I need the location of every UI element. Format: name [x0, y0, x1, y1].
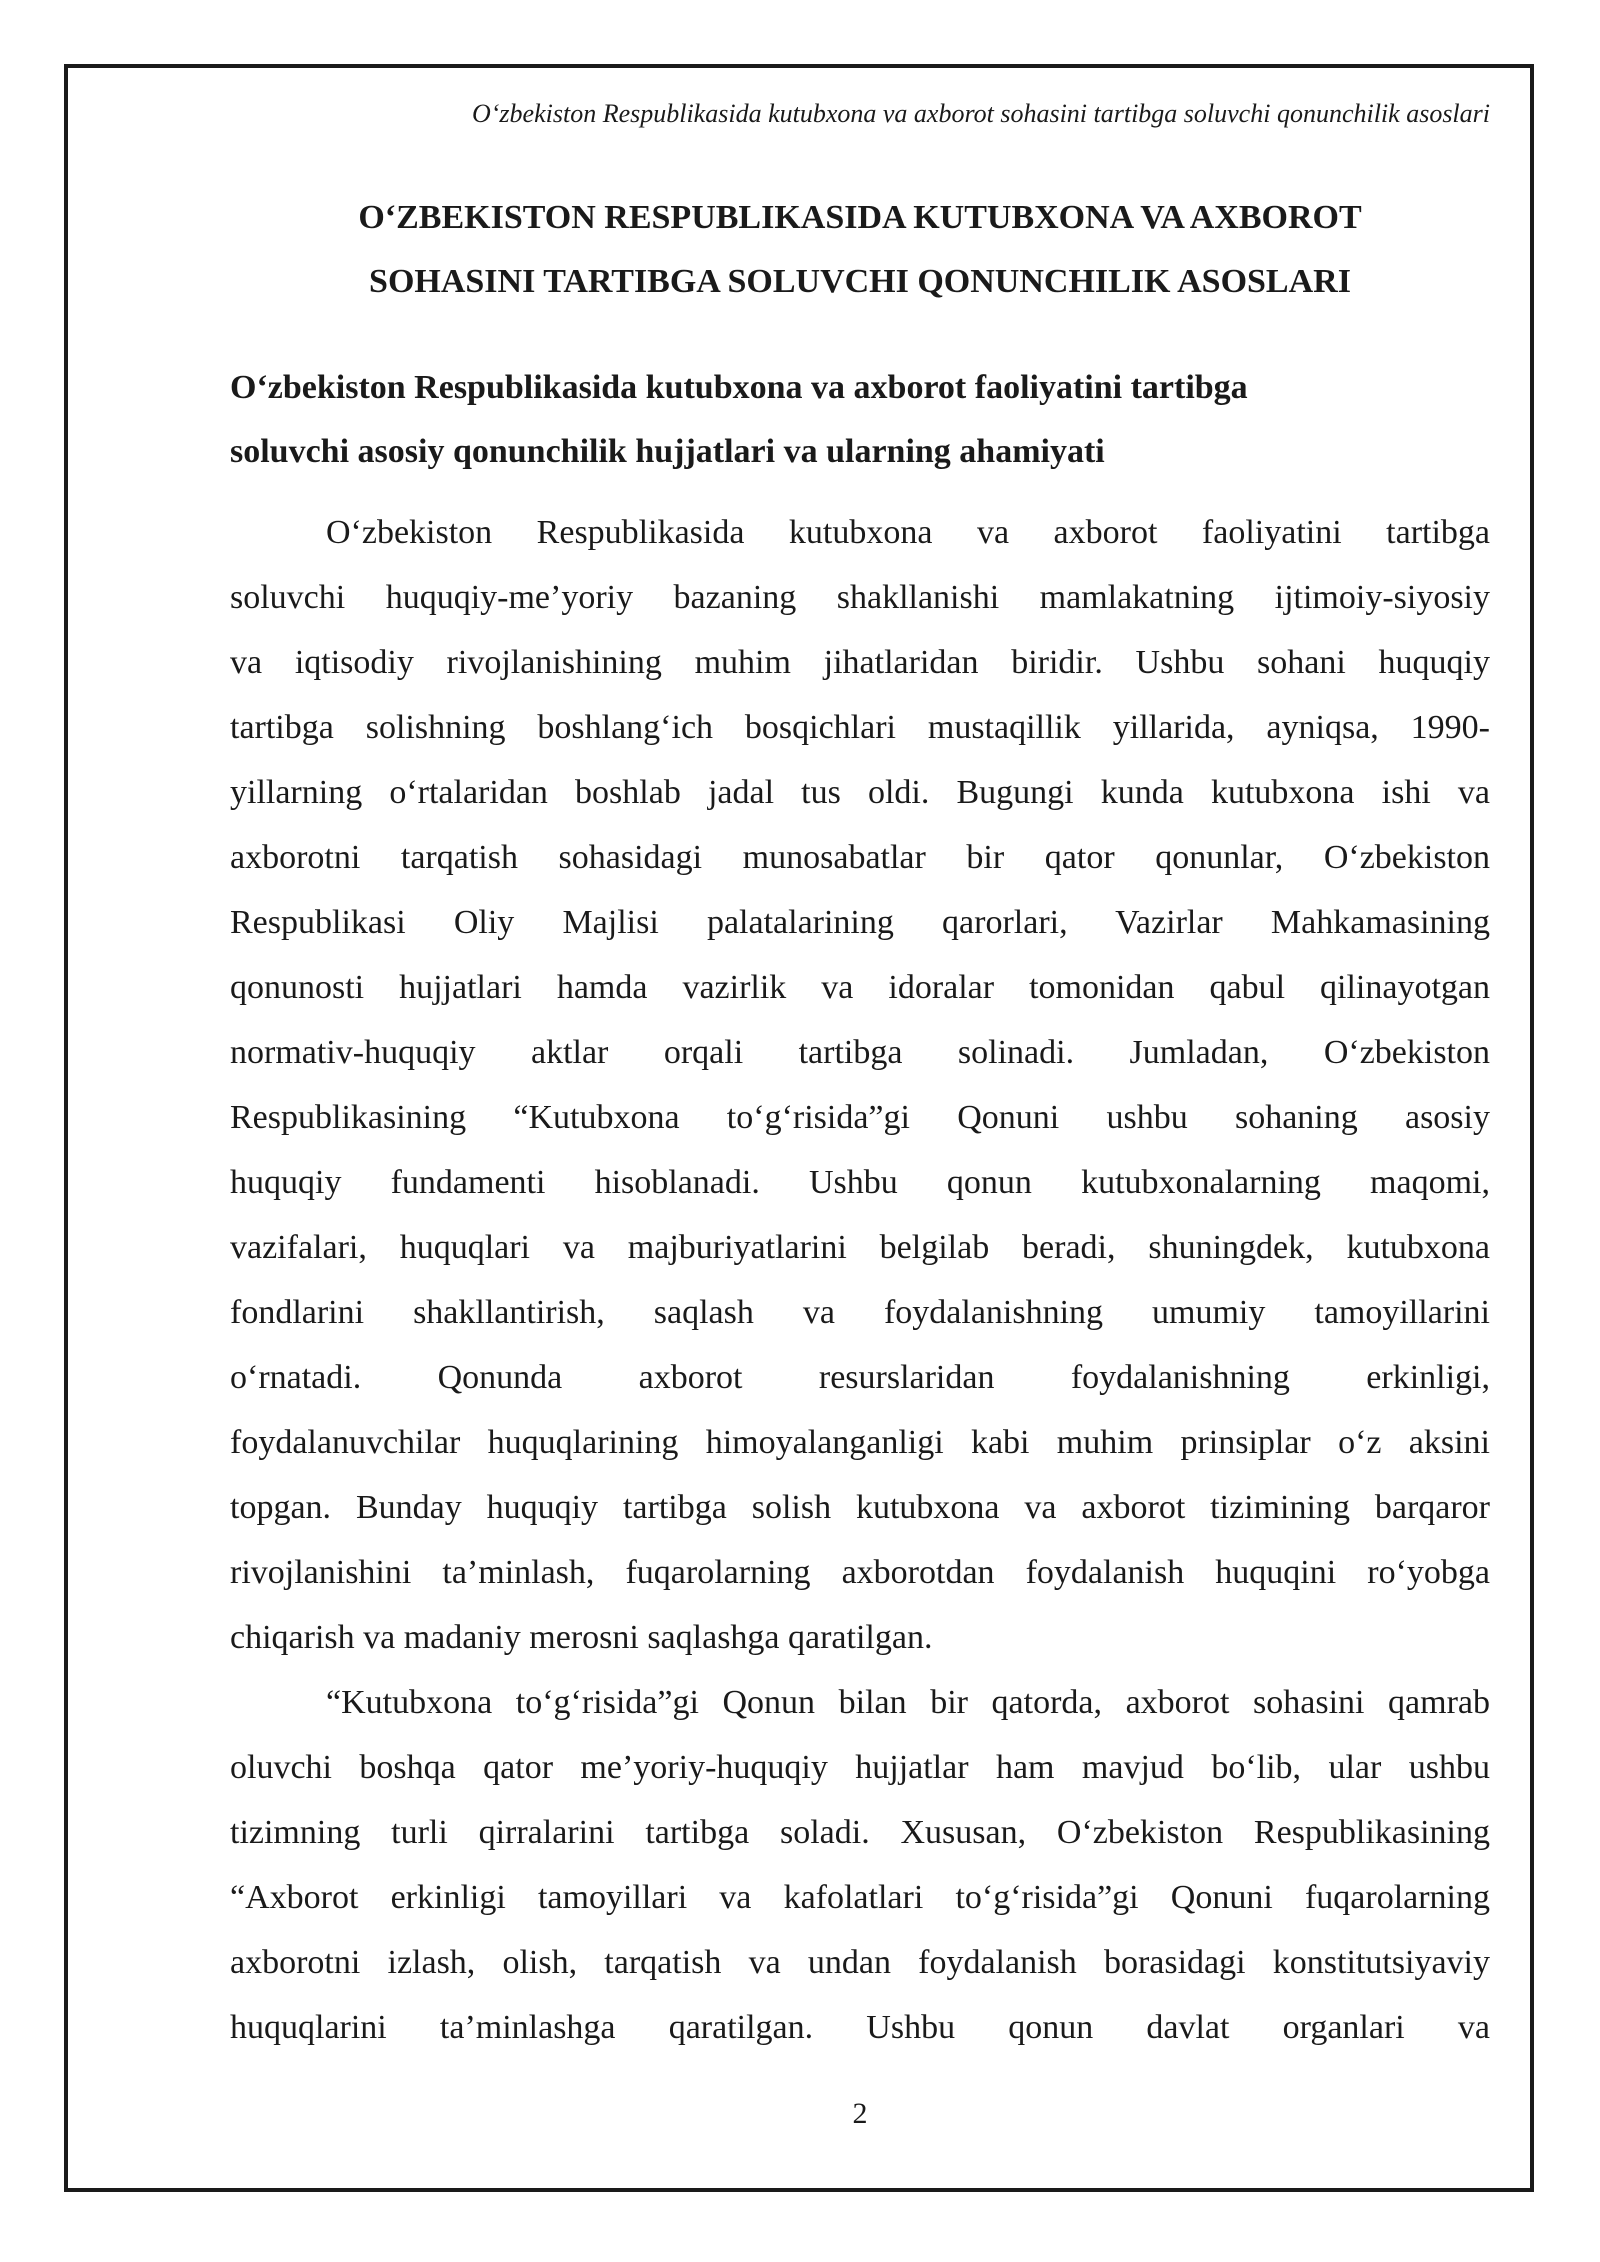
text-line: qonunosti hujjatlari hamda vazirlik va idoralar tomonidan qabul qilinayotgan	[230, 969, 1490, 1006]
running-header: O‘zbekiston Respublikasida kutubxona va axborot sohasini tartibga soluvchi qonunchilik asoslari	[472, 99, 1490, 128]
text-line: tizimning turli qirralarini tartibga soladi. Xususan, O‘zbekiston Respublikasining	[230, 1814, 1490, 1851]
text-line: fondlarini shakllantirish, saqlash va foydalanishning umumiy tamoyillarini	[230, 1294, 1490, 1331]
paragraph-2	[230, 1670, 1490, 2060]
text-line: normativ-huquqiy aktlar orqali tartibga solinadi. Jumladan, O‘zbekiston	[230, 1034, 1490, 1071]
document-title	[230, 186, 1490, 314]
section-heading-line: soluvchi asosiy qonunchilik hujjatlari va ularning ahamiyati	[230, 433, 1105, 470]
body-text	[230, 500, 1490, 2060]
text-line: topgan. Bunday huquqiy tartibga solish kutubxona va axborot tizimining barqaror	[230, 1489, 1490, 1526]
text-line: Respublikasining “Kutubxona to‘g‘risida”gi Qonuni ushbu sohaning asosiy	[230, 1099, 1490, 1136]
text-line: “Axborot erkinligi tamoyillari va kafolatlari to‘g‘risida”gi Qonuni fuqarolarning	[230, 1879, 1490, 1916]
text-line: axborotni izlash, olish, tarqatish va undan foydalanish borasidagi konstitutsiyaviy	[230, 1944, 1490, 1981]
text-line: O‘zbekiston Respublikasida kutubxona va axborot faoliyatini tartibga	[326, 514, 1490, 551]
text-line: o‘rnatadi. Qonunda axborot resurslaridan foydalanishning erkinligi,	[230, 1359, 1490, 1396]
text-line: soluvchi huquqiy-me’yoriy bazaning shakllanishi mamlakatning ijtimoiy-siyosiy	[230, 579, 1490, 616]
text-line: huquqlarini ta’minlashga qaratilgan. Ushbu qonun davlat organlari va	[230, 2009, 1490, 2046]
text-line: tartibga solishning boshlang‘ich bosqichlari mustaqillik yillarida, ayniqsa, 1990-	[230, 709, 1490, 746]
text-line: oluvchi boshqa qator me’yoriy-huquqiy hujjatlar ham mavjud bo‘lib, ular ushbu	[230, 1749, 1490, 1786]
section-heading-line: O‘zbekiston Respublikasida kutubxona va axborot faoliyatini tartibga	[230, 369, 1248, 406]
text-line: va iqtisodiy rivojlanishining muhim jihatlaridan biridir. Ushbu sohani huquqiy	[230, 644, 1490, 681]
text-line: “Kutubxona to‘g‘risida”gi Qonun bilan bir qatorda, axborot sohasini qamrab	[326, 1684, 1490, 1721]
text-line: foydalanuvchilar huquqlarining himoyalanganligi kabi muhim prinsiplar o‘z aksini	[230, 1424, 1490, 1461]
text-line: rivojlanishini ta’minlash, fuqarolarning axborotdan foydalanish huquqini ro‘yobga	[230, 1554, 1490, 1591]
paragraph-1	[230, 500, 1490, 1670]
section-heading	[230, 356, 1490, 484]
text-line: chiqarish va madaniy merosni saqlashga qaratilgan.	[230, 1619, 933, 1656]
text-line: Respublikasi Oliy Majlisi palatalarining qarorlari, Vazirlar Mahkamasining	[230, 904, 1490, 941]
document-title-line: O‘ZBEKISTON RESPUBLIKASIDA KUTUBXONA VA AXBOROT	[358, 199, 1362, 236]
document-title-line: SOHASINI TARTIBGA SOLUVCHI QONUNCHILIK ASOSLARI	[369, 263, 1351, 300]
text-line: axborotni tarqatish sohasidagi munosabatlar bir qator qonunlar, O‘zbekiston	[230, 839, 1490, 876]
text-line: vazifalari, huquqlari va majburiyatlarini belgilab beradi, shuningdek, kutubxona	[230, 1229, 1490, 1266]
text-line: huquqiy fundamenti hisoblanadi. Ushbu qonun kutubxonalarning maqomi,	[230, 1164, 1490, 1201]
page-number: 2	[852, 2097, 868, 2130]
text-line: yillarning o‘rtalaridan boshlab jadal tus oldi. Bugungi kunda kutubxona ishi va	[230, 774, 1490, 811]
